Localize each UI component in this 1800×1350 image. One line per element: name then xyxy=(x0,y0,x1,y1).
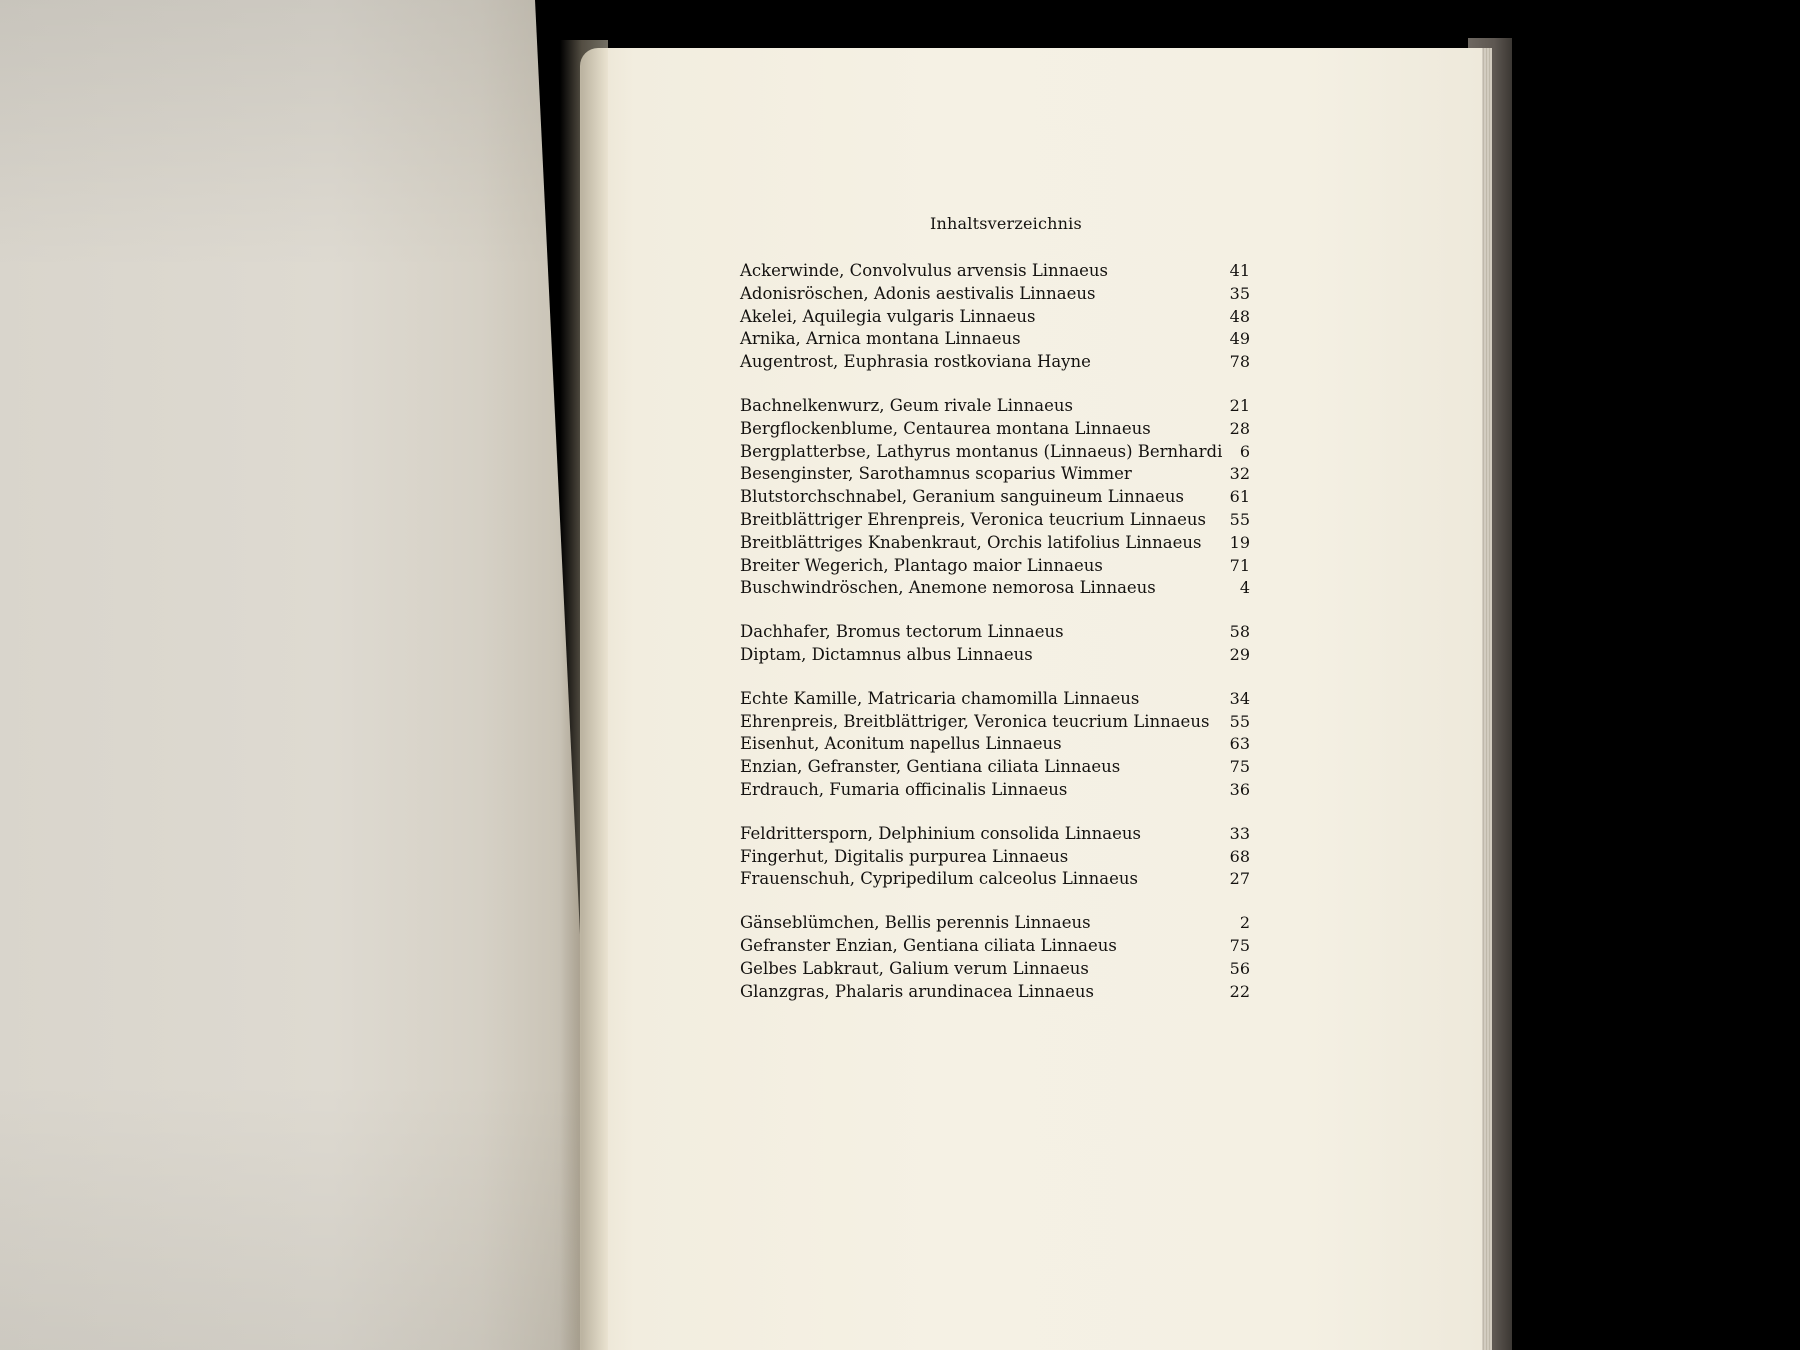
toc-group xyxy=(740,823,1250,891)
toc-entry-name: Breitblättriger Ehrenpreis, Veronica teucrium Linnaeus xyxy=(740,509,1206,529)
toc-entry xyxy=(740,441,1250,464)
toc-entry xyxy=(740,532,1250,555)
toc-title: Inhaltsverzeichnis xyxy=(930,214,1082,233)
toc-entry-name: Breitblättriges Knabenkraut, Orchis latifolius Linnaeus xyxy=(740,532,1202,552)
toc-group xyxy=(740,621,1250,667)
toc-entry xyxy=(740,509,1250,532)
toc-entry-name: Fingerhut, Digitalis purpurea Linnaeus xyxy=(740,846,1069,866)
toc-entry xyxy=(740,306,1250,329)
toc-entry xyxy=(740,912,1250,935)
toc-entry xyxy=(740,283,1250,306)
toc-entry-page-number: 75 xyxy=(1229,935,1250,955)
toc-group xyxy=(740,912,1250,1003)
toc-entry xyxy=(740,351,1250,374)
toc-entry xyxy=(740,644,1250,667)
toc-entry xyxy=(740,958,1250,981)
toc-group xyxy=(740,688,1250,802)
toc-entry xyxy=(740,779,1250,802)
toc-entry xyxy=(740,621,1250,644)
toc-entry-name: Gelbes Labkraut, Galium verum Linnaeus xyxy=(740,958,1089,978)
toc-entry xyxy=(740,688,1250,711)
toc-entry xyxy=(740,868,1250,891)
toc-entry-name: Bergflockenblume, Centaurea montana Linnaeus xyxy=(740,418,1151,438)
toc-entry xyxy=(740,555,1250,578)
toc-entry-page-number: 55 xyxy=(1229,711,1250,731)
toc-entry-page-number: 33 xyxy=(1229,823,1250,843)
toc-entry-page-number: 61 xyxy=(1229,487,1250,507)
toc-entry-page-number: 68 xyxy=(1229,846,1250,866)
toc-entry-name: Ehrenpreis, Breitblättriger, Veronica teucrium Linnaeus xyxy=(740,711,1210,731)
toc-entry-name: Adonisröschen, Adonis aestivalis Linnaeus xyxy=(740,283,1096,303)
toc-entry-page-number: 35 xyxy=(1229,283,1250,303)
toc-entry-name: Bergplatterbse, Lathyrus montanus (Linnaeus) Bernhardi xyxy=(740,441,1223,461)
toc-entry-name: Enzian, Gefranster, Gentiana ciliata Linnaeus xyxy=(740,757,1121,777)
toc-entry-page-number: 78 xyxy=(1229,352,1250,372)
toc-entry xyxy=(740,260,1250,283)
toc-entry xyxy=(740,486,1250,509)
toc-entry-page-number: 4 xyxy=(1239,578,1250,598)
toc-entry-name: Besenginster, Sarothamnus scoparius Wimmer xyxy=(740,464,1132,484)
toc-entry xyxy=(740,463,1250,486)
toc-group xyxy=(740,260,1250,374)
toc-entry-name: Ackerwinde, Convolvulus arvensis Linnaeus xyxy=(740,261,1109,280)
toc-group xyxy=(740,395,1250,600)
toc-entry xyxy=(740,756,1250,779)
toc-entry-page-number: 63 xyxy=(1229,734,1250,754)
toc-entry-name: Frauenschuh, Cypripedilum calceolus Linnaeus xyxy=(740,869,1138,889)
toc-entry xyxy=(740,733,1250,756)
toc-entry-page-number: 75 xyxy=(1229,757,1250,777)
toc-entry-page-number: 36 xyxy=(1229,779,1250,799)
toc-entry-page-number: 49 xyxy=(1229,329,1250,349)
toc-entry-page-number: 32 xyxy=(1229,464,1250,484)
toc-entry xyxy=(740,395,1250,418)
toc-entry-name: Akelei, Aquilegia vulgaris Linnaeus xyxy=(740,306,1036,326)
toc-entry-name: Echte Kamille, Matricaria chamomilla Linnaeus xyxy=(740,688,1140,708)
toc-entry xyxy=(740,577,1250,600)
toc-entry-page-number: 56 xyxy=(1229,958,1250,978)
toc-entry-page-number: 58 xyxy=(1229,622,1250,642)
toc-entry-name: Diptam, Dictamnus albus Linnaeus xyxy=(740,644,1033,664)
toc-entry-name: Augentrost, Euphrasia rostkoviana Hayne xyxy=(740,352,1091,372)
toc-entry xyxy=(740,418,1250,441)
toc-entry xyxy=(740,846,1250,869)
toc-entry-page-number: 28 xyxy=(1229,418,1250,438)
toc-entry-page-number: 48 xyxy=(1229,306,1250,326)
toc-entry-page-number: 41 xyxy=(1229,261,1250,280)
toc-entry-name: Bachnelkenwurz, Geum rivale Linnaeus xyxy=(740,395,1073,415)
toc-entry-name: Dachhafer, Bromus tectorum Linnaeus xyxy=(740,622,1064,642)
toc-entry-name: Gänseblümchen, Bellis perennis Linnaeus xyxy=(740,913,1091,933)
toc-entry-page-number: 6 xyxy=(1239,441,1250,461)
toc-entry-page-number: 34 xyxy=(1229,688,1250,708)
toc-entry xyxy=(740,711,1250,734)
toc-entry xyxy=(740,981,1250,1004)
toc-entry-name: Glanzgras, Phalaris arundinacea Linnaeus xyxy=(740,981,1094,1001)
toc-entry-name: Breiter Wegerich, Plantago maior Linnaeus xyxy=(740,555,1103,575)
toc-entry-page-number: 21 xyxy=(1229,395,1250,415)
toc-entry-page-number: 71 xyxy=(1229,555,1250,575)
toc-entry-name: Buschwindröschen, Anemone nemorosa Linnaeus xyxy=(740,578,1156,598)
toc-entry-name: Eisenhut, Aconitum napellus Linnaeus xyxy=(740,734,1062,754)
toc-entry xyxy=(740,823,1250,846)
toc-entry-page-number: 2 xyxy=(1239,913,1250,933)
toc-entry-page-number: 27 xyxy=(1229,869,1250,889)
toc-entry-name: Gefranster Enzian, Gentiana ciliata Linnaeus xyxy=(740,935,1117,955)
toc-entry-page-number: 55 xyxy=(1229,509,1250,529)
toc-entry-name: Arnika, Arnica montana Linnaeus xyxy=(740,329,1021,349)
book-gutter xyxy=(560,40,608,1350)
toc-entry xyxy=(740,935,1250,958)
toc-entry-name: Blutstorchschnabel, Geranium sanguineum Linnaeus xyxy=(740,487,1184,507)
toc-entry-page-number: 22 xyxy=(1229,981,1250,1001)
toc-entry-page-number: 29 xyxy=(1229,644,1250,664)
toc-entry-name: Feldrittersporn, Delphinium consolida Linnaeus xyxy=(740,823,1141,843)
toc-groups xyxy=(740,260,1250,1024)
toc-entry-page-number: 19 xyxy=(1229,532,1250,552)
left-page-shading xyxy=(0,0,600,1350)
toc-entry xyxy=(740,328,1250,351)
toc-entry-name: Erdrauch, Fumaria officinalis Linnaeus xyxy=(740,779,1068,799)
